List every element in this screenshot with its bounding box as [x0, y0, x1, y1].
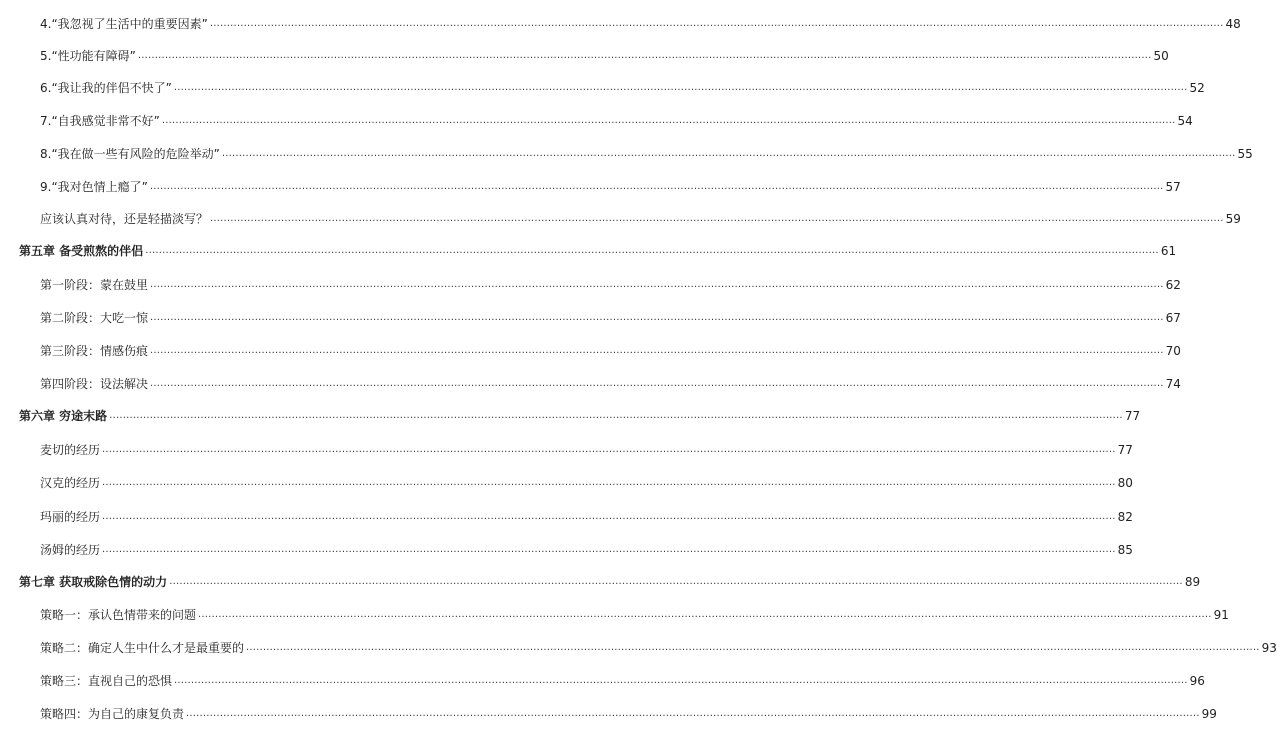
- toc-entry-title: 第二阶段：大吃一惊: [40, 311, 149, 325]
- dot-leader: ............................................................................................................................................................................................................................................................................................................: [149, 181, 1164, 192]
- toc-entry: [40, 438, 1133, 458]
- toc-entry: [40, 538, 1133, 558]
- toc-entry-title: 策略四：为自己的康复负责: [40, 707, 185, 721]
- toc-entry-page: 99: [1201, 707, 1217, 721]
- toc-entry-page: 85: [1117, 543, 1133, 557]
- toc-entry-page: 57: [1165, 180, 1181, 194]
- toc-entry: [40, 636, 1277, 656]
- toc-entry-title: 应该认真对待，还是轻描淡写？: [40, 212, 209, 226]
- toc-entry-title: 策略一：承认色情带来的问题: [40, 608, 197, 622]
- dot-leader: ............................................................................................................................................................................................................................................................................................................: [210, 213, 1224, 224]
- toc-entry: [40, 273, 1181, 293]
- dot-leader: ............................................................................................................................................................................................................................................................................................................: [150, 345, 1164, 356]
- dot-leader: ............................................................................................................................................................................................................................................................................................................: [209, 18, 1224, 29]
- toc-entry-title: 第四阶段：设法解决: [40, 377, 149, 391]
- dot-leader: ............................................................................................................................................................................................................................................................................................................: [150, 279, 1164, 290]
- toc-chapter-page: 61: [1160, 244, 1177, 258]
- toc-entry-title: 第一阶段：蒙在鼓里: [40, 278, 149, 292]
- toc-chapter-page: 77: [1124, 409, 1141, 423]
- toc-entry-page: 52: [1189, 81, 1205, 95]
- dot-leader: ............................................................................................................................................................................................................................................................................................................: [169, 576, 1183, 587]
- toc-entry-page: 82: [1117, 510, 1133, 524]
- toc-entry: [40, 471, 1133, 491]
- toc-entry: [40, 372, 1181, 392]
- dot-leader: ............................................................................................................................................................................................................................................................................................................: [174, 675, 1188, 686]
- toc-entry-page: 55: [1237, 147, 1253, 161]
- dot-leader: ............................................................................................................................................................................................................................................................................................................: [173, 82, 1188, 93]
- toc-entry-page: 96: [1189, 674, 1205, 688]
- dot-leader: ............................................................................................................................................................................................................................................................................................................: [102, 511, 1116, 522]
- toc-entry-title: 7.“自我感觉非常不好”: [40, 114, 160, 128]
- toc-entry-title: 9.“我对色情上瘾了”: [40, 180, 148, 194]
- toc-entry-title: 5.“性功能有障碍”: [40, 49, 136, 63]
- toc-entry-page: 91: [1213, 608, 1229, 622]
- toc-chapter: [19, 404, 1141, 424]
- toc-entry: [40, 505, 1133, 525]
- toc-entry: [40, 44, 1169, 64]
- toc-chapter-page: 89: [1184, 575, 1201, 589]
- dot-leader: ............................................................................................................................................................................................................................................................................................................: [145, 245, 1159, 256]
- toc-entry-title: 第三阶段：情感伤痕: [40, 344, 149, 358]
- dot-leader: ............................................................................................................................................................................................................................................................................................................: [221, 148, 1236, 159]
- dot-leader: ............................................................................................................................................................................................................................................................................................................: [102, 477, 1116, 488]
- toc-entry-page: 50: [1153, 49, 1169, 63]
- dot-leader: ............................................................................................................................................................................................................................................................................................................: [102, 444, 1116, 455]
- toc-chapter-title: 第五章 备受煎熬的伴侣: [19, 244, 144, 258]
- toc-entry: [40, 12, 1241, 32]
- toc-entry-page: 67: [1165, 311, 1181, 325]
- toc-entry-page: 70: [1165, 344, 1181, 358]
- toc-entry-page: 54: [1177, 114, 1193, 128]
- toc-chapter: [19, 239, 1177, 259]
- toc-entry-title: 策略三：直视自己的恐惧: [40, 674, 173, 688]
- toc-entry-page: 93: [1261, 641, 1277, 655]
- toc-entry-title: 8.“我在做一些有风险的危险举动”: [40, 147, 220, 161]
- toc-entry-title: 6.“我让我的伴侣不快了”: [40, 81, 172, 95]
- dot-leader: ............................................................................................................................................................................................................................................................................................................: [109, 410, 1123, 421]
- toc-entry: [40, 603, 1229, 623]
- toc-chapter-title: 第七章 获取戒除色情的动力: [19, 575, 168, 589]
- toc-entry: [40, 142, 1253, 162]
- toc-entry: [40, 109, 1193, 129]
- dot-leader: ............................................................................................................................................................................................................................................................................................................: [150, 378, 1164, 389]
- toc-entry-page: 74: [1165, 377, 1181, 391]
- toc-entry: [40, 306, 1181, 326]
- toc-entry-title: 麦切的经历: [40, 443, 101, 457]
- toc-chapter: [19, 570, 1201, 590]
- toc-entry: [40, 207, 1241, 227]
- dot-leader: ............................................................................................................................................................................................................................................................................................................: [102, 544, 1116, 555]
- toc-entry: [40, 76, 1205, 96]
- toc-chapter-title: 第六章 穷途末路: [19, 409, 108, 423]
- dot-leader: ............................................................................................................................................................................................................................................................................................................: [198, 609, 1212, 620]
- dot-leader: ............................................................................................................................................................................................................................................................................................................: [161, 115, 1176, 126]
- toc-entry-title: 策略二：确定人生中什么才是最重要的: [40, 641, 245, 655]
- dot-leader: ............................................................................................................................................................................................................................................................................................................: [137, 50, 1152, 61]
- dot-leader: ............................................................................................................................................................................................................................................................................................................: [150, 312, 1164, 323]
- toc-entry: [40, 669, 1205, 689]
- toc-entry-title: 汉克的经历: [40, 476, 101, 490]
- toc-entry: [40, 702, 1217, 722]
- toc-entry-page: 48: [1225, 17, 1241, 31]
- toc-entry-page: 77: [1117, 443, 1133, 457]
- toc-entry: [40, 339, 1181, 359]
- toc-entry-page: 80: [1117, 476, 1133, 490]
- toc-entry: [40, 175, 1181, 195]
- toc-entry-page: 62: [1165, 278, 1181, 292]
- toc-entry-title: 玛丽的经历: [40, 510, 101, 524]
- toc-entry-title: 汤姆的经历: [40, 543, 101, 557]
- dot-leader: ............................................................................................................................................................................................................................................................................................................: [246, 642, 1260, 653]
- dot-leader: ............................................................................................................................................................................................................................................................................................................: [186, 708, 1200, 719]
- toc-entry-page: 59: [1225, 212, 1241, 226]
- toc-entry-title: 4.“我忽视了生活中的重要因素”: [40, 17, 208, 31]
